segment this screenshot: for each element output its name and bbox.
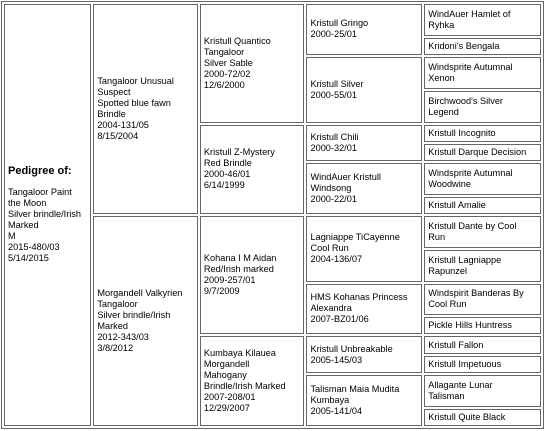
entry-line: Birchwood's Silver <box>428 95 503 106</box>
pedigree-heading: Pedigree of: <box>8 165 72 177</box>
great-great-grandparent-cell <box>424 375 541 407</box>
entry-line: 2007-BZ01/06 <box>310 314 369 325</box>
great-grandparent-cell <box>306 163 422 214</box>
entry-line: 6/14/1999 <box>203 180 245 191</box>
entry-line: Windsong <box>310 182 352 193</box>
great-great-grandparent-cell <box>424 356 541 373</box>
great-great-grandparent-cell <box>424 91 541 123</box>
entry-line: Ryhka <box>428 19 455 30</box>
entry-line: 12/6/2000 <box>203 79 245 90</box>
entry-line: Pickle Hills Huntress <box>428 320 512 331</box>
entry-line: Allagante Lunar <box>428 379 493 390</box>
entry-line: HMS Kohanas Princess <box>310 292 408 303</box>
entry-line: 2005-141/04 <box>310 405 363 416</box>
entry-line: 2000-46/01 <box>203 169 251 180</box>
great-great-grandparent-cell <box>424 250 541 282</box>
entry-line: Brindle/Irish Marked <box>203 381 286 392</box>
entry-line: Brindle <box>97 108 126 119</box>
great-great-grandparent-cell <box>424 163 541 195</box>
great-grandparent-cell <box>306 284 422 335</box>
entry-line: Marked <box>8 220 39 230</box>
entry-line: Kumbaya Kilauea <box>203 348 276 359</box>
entry-line: WindAuer Hamlet of <box>428 8 511 19</box>
entry-line: 5/14/2015 <box>8 253 49 263</box>
great-great-grandparent-cell <box>424 216 541 248</box>
great-great-grandparent-cell <box>424 4 541 36</box>
entry-line: Rapunzel <box>428 265 468 276</box>
subject-cell <box>4 4 91 426</box>
entry-line: 2000-55/01 <box>310 89 357 100</box>
entry-line: Windsprite Autumnal <box>428 61 513 72</box>
entry-line: 2004-131/05 <box>97 119 149 130</box>
entry-line: Windsprite Autumnal <box>428 167 513 178</box>
entry-line: Cool Run <box>428 299 467 310</box>
entry-line: Kristull Lagniappe <box>428 254 502 265</box>
entry-line: Silver Sable <box>203 57 253 68</box>
entry-line: 2000-25/01 <box>310 29 357 40</box>
entry-line: 8/15/2004 <box>97 130 139 141</box>
entry-line: Kristull Dante by Cool <box>428 220 517 231</box>
entry-line: Kristull Z-Mystery <box>203 147 275 158</box>
entry-line: Run <box>428 231 446 242</box>
entry-line: Kristull Fallon <box>428 339 484 350</box>
entry-line: Suspect <box>97 86 131 97</box>
entry-line: Lagniappe TiCayenne <box>310 232 400 243</box>
entry-line: 2007-208/01 <box>203 392 256 403</box>
entry-line: Kristull Silver <box>310 78 364 89</box>
entry-line: Kristull Darque Decision <box>428 146 527 157</box>
entry-line: Alexandra <box>310 303 352 314</box>
grandparent-cell <box>200 125 305 214</box>
entry-line: Tangaloor <box>97 298 138 309</box>
dam-cell <box>93 216 198 426</box>
great-great-grandparent-cell <box>424 409 541 426</box>
entry-line: 2015-480/03 <box>8 242 60 252</box>
entry-line: Tangaloor <box>203 46 245 57</box>
entry-line: Kristull Unbreakable <box>310 343 393 354</box>
great-great-grandparent-cell <box>424 144 541 161</box>
entry-line: 2009-257/01 <box>203 275 256 286</box>
great-great-grandparent-cell <box>424 38 541 55</box>
entry-line: Mahogany <box>203 370 247 381</box>
great-grandparent-cell <box>306 216 422 282</box>
great-great-grandparent-cell <box>424 284 541 316</box>
pedigree-row <box>4 4 541 36</box>
great-grandparent-cell <box>306 336 422 372</box>
entry-line: Windspirit Banderas By <box>428 288 524 299</box>
entry-line: Legend <box>428 106 459 117</box>
entry-line: Talisman <box>428 390 465 401</box>
entry-line: Cool Run <box>310 243 349 254</box>
entry-line: Kumbaya <box>310 394 350 405</box>
entry-line: Kristull Quite Black <box>428 411 506 422</box>
entry-line: 2012-343/03 <box>97 331 149 342</box>
entry-line: Kristull Amalie <box>428 199 486 210</box>
entry-line: Red Brindle <box>203 158 252 169</box>
great-grandparent-cell <box>306 125 422 161</box>
entry-line: WindAuer Kristull <box>310 171 381 182</box>
entry-line: Xenon <box>428 72 455 83</box>
entry-line: 2004-136/07 <box>310 254 363 265</box>
entry-line: Morgandell Valkyrien <box>97 287 183 298</box>
entry-line: Kristull Chili <box>310 131 359 142</box>
entry-line: 12/29/2007 <box>203 403 250 414</box>
entry-line: Tangaloor Unusual <box>97 75 174 86</box>
entry-line: M <box>8 231 16 241</box>
great-grandparent-cell <box>306 375 422 426</box>
entry-line: Tangaloor Paint <box>8 187 72 197</box>
entry-line: 9/7/2009 <box>203 286 240 297</box>
entry-line: 2005-145/03 <box>310 354 363 365</box>
great-great-grandparent-cell <box>424 57 541 89</box>
entry-line: Kohana I M Aidan <box>203 253 277 264</box>
entry-line: Kridoni's Bengala <box>428 40 500 51</box>
sire-cell <box>93 4 198 214</box>
entry-line: 2000-32/01 <box>310 142 357 153</box>
great-grandparent-cell <box>306 57 422 123</box>
entry-line: Red/Irish marked <box>203 264 274 275</box>
entry-line: Kristull Quantico <box>203 35 271 46</box>
entry-line: Silver brindle/Irish <box>8 209 82 219</box>
entry-line: Woodwine <box>428 178 471 189</box>
great-great-grandparent-cell <box>424 125 541 142</box>
great-great-grandparent-cell <box>424 336 541 353</box>
grandparent-cell <box>200 4 305 123</box>
great-great-grandparent-cell <box>424 317 541 334</box>
entry-line: 3/8/2012 <box>97 342 134 353</box>
entry-line: Marked <box>97 320 128 331</box>
entry-line: Spotted blue fawn <box>97 97 171 108</box>
grandparent-cell <box>200 336 305 426</box>
entry-line: Kristull Impetuous <box>428 358 502 369</box>
entry-line: Kristull Incognito <box>428 127 496 138</box>
grandparent-cell <box>200 216 305 335</box>
entry-line: Kristull Gringo <box>310 18 369 29</box>
entry-line: Morgandell <box>203 359 250 370</box>
entry-line: Silver brindle/Irish <box>97 309 171 320</box>
entry-line: Talisman Maia Mudita <box>310 383 400 394</box>
great-grandparent-cell <box>306 4 422 55</box>
great-great-grandparent-cell <box>424 197 541 214</box>
entry-line: 2000-22/01 <box>310 193 357 204</box>
pedigree-table <box>1 1 544 429</box>
entry-line: 2000-72/02 <box>203 68 251 79</box>
entry-line: the Moon <box>8 198 47 208</box>
